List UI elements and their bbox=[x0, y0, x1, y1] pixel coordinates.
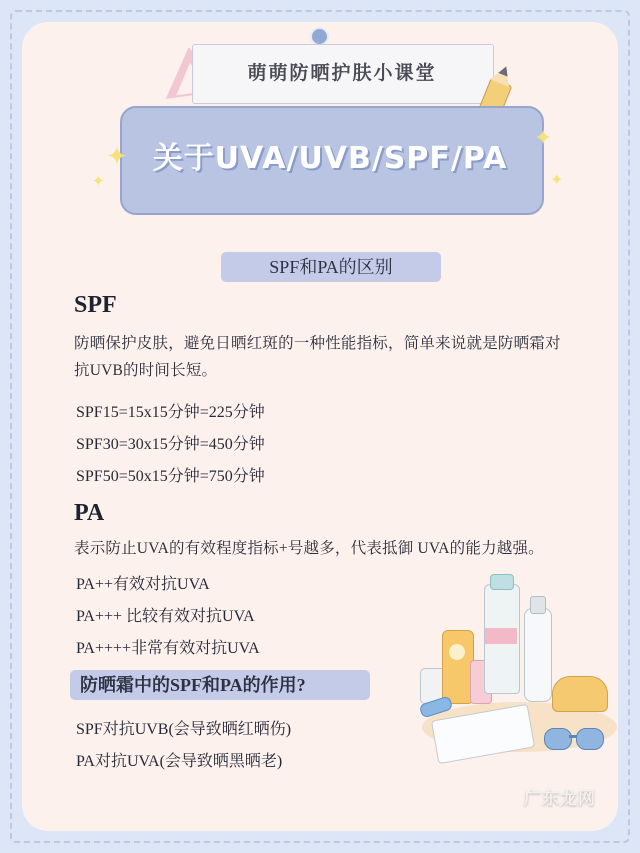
sunglasses-icon bbox=[544, 728, 606, 752]
powder-compact-icon bbox=[552, 676, 608, 712]
pa-item: PA++++非常有效对抗UVA bbox=[76, 640, 260, 657]
heading-spf: SPF bbox=[74, 292, 117, 318]
sun-emblem-icon bbox=[449, 644, 465, 660]
section-chip-comparison: SPF和PA的区别 bbox=[221, 252, 441, 282]
pa-item: PA++有效对抗UVA bbox=[76, 576, 210, 593]
white-bottle-cap-icon bbox=[530, 596, 546, 614]
ribbon-label: 萌萌防晒护肤小课堂 bbox=[247, 62, 437, 84]
pa-description: 表示防止UVA的有效程度指标+号越多，代表抵御 UVA的能力越强。 bbox=[74, 540, 544, 557]
page-title: 关于UVA/UVB/SPF/PA bbox=[152, 141, 508, 176]
spf-item: SPF30=30x15分钟=450分钟 bbox=[76, 436, 265, 453]
poster-card bbox=[22, 22, 618, 831]
spf-item: SPF15=15x15分钟=225分钟 bbox=[76, 404, 265, 421]
pa-item: PA+++ 比较有效对抗UVA bbox=[76, 608, 255, 625]
spf-description: 防晒保护皮肤，避免日晒红斑的一种性能指标，简单来说就是防晒霜对抗UVB的时间长短。 bbox=[74, 335, 561, 379]
tube-band-icon bbox=[485, 628, 517, 644]
effect-item: SPF对抗UVB(会导致晒红晒伤) bbox=[76, 721, 292, 738]
tube-cap-icon bbox=[490, 574, 514, 590]
white-spray-bottle-icon bbox=[524, 608, 552, 702]
section-chip-effect: 防晒霜中的SPF和PA的作用? bbox=[70, 670, 370, 700]
effect-item: PA对抗UVA(会导致晒黑晒老) bbox=[76, 753, 283, 770]
sparkle-icon: ✦ bbox=[92, 172, 105, 190]
sparkle-icon: ✦ bbox=[106, 142, 128, 172]
sparkle-icon: ✦ bbox=[550, 170, 564, 189]
spf-item: SPF50=50x15分钟=750分钟 bbox=[76, 468, 265, 485]
sparkle-icon: ✦ bbox=[534, 126, 553, 151]
watermark-text: 广东龙网 bbox=[524, 789, 596, 809]
sunscreen-products-illustration bbox=[412, 572, 618, 787]
heading-pa: PA bbox=[74, 500, 105, 526]
